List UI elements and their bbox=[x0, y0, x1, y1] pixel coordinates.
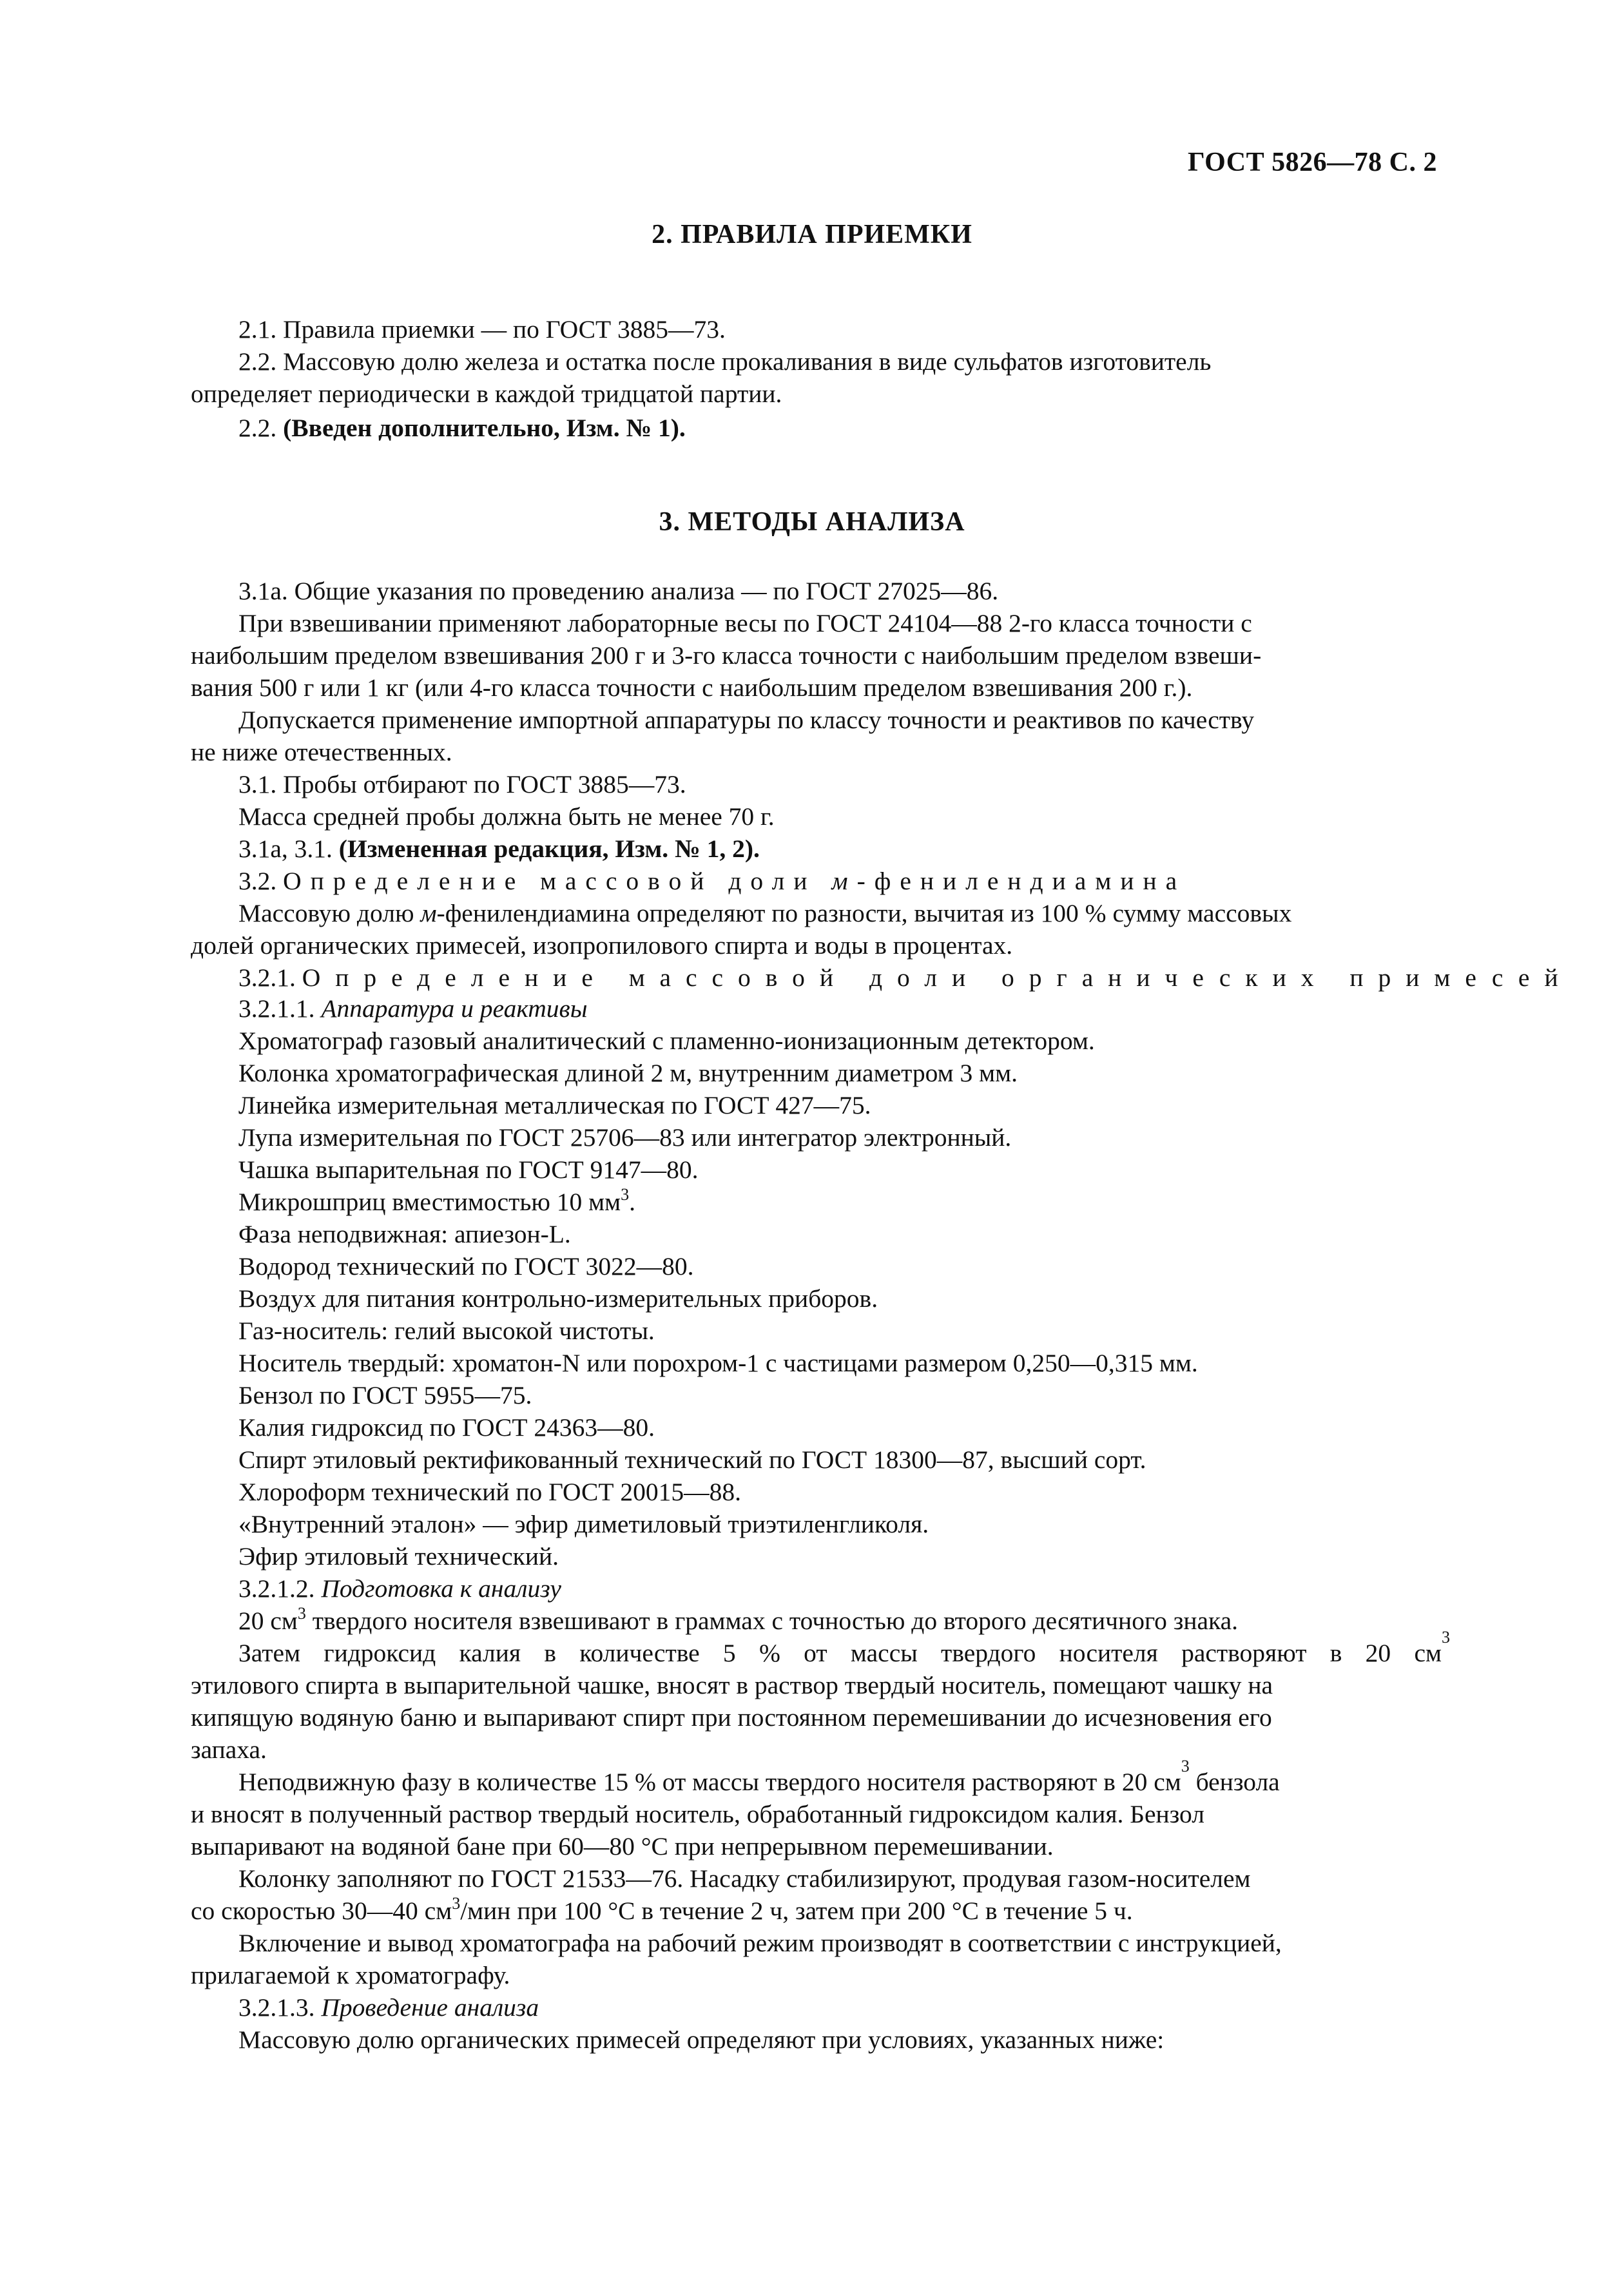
paragraph-line: не ниже отечественных. bbox=[191, 738, 452, 766]
list-item: Лупа измерительная по ГОСТ 25706—83 или интегратор электронный. bbox=[238, 1123, 1012, 1152]
paragraph-line: Допускается применение импортной аппаратуры по классу точности и реактивов по качеству bbox=[238, 706, 1255, 734]
text-run: Массовую долю bbox=[238, 899, 421, 927]
paragraph-line: долей органических примесей, изопропилового спирта и воды в процентах. bbox=[191, 931, 1013, 960]
paragraph-line: 2.2. Массовую долю железа и остатка после прокаливания в виде сульфатов изготовитель bbox=[238, 347, 1212, 376]
heading-text: -фенилендиамина bbox=[856, 867, 1186, 895]
text-run: Затем гидроксид калия в количестве 5 % от массы твердого носителя растворяют в 20 см bbox=[238, 1639, 1442, 1667]
list-item bbox=[238, 1186, 635, 1217]
clause-number: 3.2.1.2. bbox=[238, 1574, 322, 1603]
list-item: Спирт этиловый ректификованный технический по ГОСТ 18300—87, высший сорт. bbox=[238, 1445, 1146, 1474]
heading-text: Проведение анализа bbox=[321, 1993, 539, 2022]
text-run: /мин при 100 °С в течение 2 ч, затем при 200 °С в течение 5 ч. bbox=[460, 1897, 1133, 1925]
list-item: Водород технический по ГОСТ 3022—80. bbox=[238, 1252, 694, 1280]
text-run: -фенилендиамина определяют по разности, вычитая из 100 % сумму массовых bbox=[436, 899, 1292, 927]
heading-text: Определение массовой доли органических примесей bbox=[302, 963, 1573, 992]
text-run: . bbox=[629, 1188, 635, 1216]
paragraph-line: 2.1. Правила приемки — по ГОСТ 3885—73. bbox=[238, 315, 726, 343]
list-item: Эфир этиловый технический. bbox=[238, 1542, 559, 1570]
clause-number: 3.2. bbox=[238, 867, 284, 895]
text-run: 20 см bbox=[238, 1607, 298, 1635]
paragraph-line: этилового спирта в выпарительной чашке, вносят в раствор твердый носитель, помещают чашку на bbox=[191, 1671, 1273, 1699]
superscript: 3 bbox=[297, 1604, 306, 1623]
paragraph-line: вания 500 г или 1 кг (или 4-го класса точности с наибольшим пределом взвешивания 200 г.). bbox=[191, 673, 1193, 702]
heading-text: Определение массовой доли bbox=[283, 867, 832, 895]
list-item: Линейка измерительная металлическая по ГОСТ 427—75. bbox=[238, 1091, 871, 1119]
clause-number: 3.1а, 3.1. bbox=[238, 835, 339, 863]
list-item: «Внутренний эталон» — эфир диметиловый триэтиленгликоля. bbox=[238, 1510, 929, 1538]
list-item: Хроматограф газовый аналитический с пламенно-ионизационным детектором. bbox=[238, 1027, 1095, 1055]
list-item: Газ-носитель: гелий высокой чистоты. bbox=[238, 1317, 655, 1345]
amendment-note bbox=[238, 412, 686, 443]
subsection-heading bbox=[238, 962, 1573, 993]
superscript: 3 bbox=[1181, 1757, 1190, 1775]
paragraph-line bbox=[238, 1628, 1450, 1668]
paragraph-line: кипящую водяную баню и выпаривают спирт при постоянном перемешивании до исчезновения его bbox=[191, 1703, 1272, 1732]
paragraph-line bbox=[191, 1895, 1133, 1926]
paragraph-line: 3.1. Пробы отбирают по ГОСТ 3885—73. bbox=[238, 770, 686, 798]
paragraph-line: наибольшим пределом взвешивания 200 г и 3-го класса точности с наибольшим пределом взвеши- bbox=[191, 641, 1262, 670]
list-item: Хлороформ технический по ГОСТ 20015—88. bbox=[238, 1478, 742, 1506]
paragraph-line: запаха. bbox=[191, 1735, 267, 1764]
paragraph-line: Масса средней пробы должна быть не менее 70 г. bbox=[238, 802, 775, 831]
list-item: Носитель твердый: хроматон-N или порохром-1 с частицами размером 0,250—0,315 мм. bbox=[238, 1349, 1198, 1377]
text-run: Микрошприц вместимостью 10 мм bbox=[238, 1188, 621, 1216]
list-item: Колонка хроматографическая длиной 2 м, внутренним диаметром 3 мм. bbox=[238, 1059, 1018, 1087]
text-run: м bbox=[420, 899, 437, 927]
list-item: Бензол по ГОСТ 5955—75. bbox=[238, 1381, 532, 1409]
paragraph-line: Колонку заполняют по ГОСТ 21533—76. Насадку стабилизируют, продувая газом-носителем bbox=[238, 1864, 1251, 1893]
page-header: ГОСТ 5826—78 С. 2 bbox=[1187, 148, 1437, 177]
amendment-text: (Введен дополнительно, Изм. № 1). bbox=[283, 414, 686, 442]
text-run: Неподвижную фазу в количестве 15 % от массы твердого носителя растворяют в 20 см bbox=[238, 1768, 1181, 1796]
list-item: Фаза неподвижная: апиезон-L. bbox=[238, 1220, 571, 1248]
section-title-acceptance: 2. ПРАВИЛА ПРИЕМКИ bbox=[652, 220, 972, 249]
paragraph-line: выпаривают на водяной бане при 60—80 °С при непрерывном перемешивании. bbox=[191, 1832, 1054, 1860]
paragraph-line bbox=[238, 1605, 1238, 1636]
subsection-heading bbox=[238, 993, 587, 1024]
paragraph-line: прилагаемой к хроматографу. bbox=[191, 1961, 510, 1989]
section-title-methods: 3. МЕТОДЫ АНАЛИЗА bbox=[659, 507, 965, 537]
heading-text: м bbox=[831, 867, 857, 895]
amendment-note bbox=[238, 833, 760, 864]
paragraph-line bbox=[238, 898, 1291, 929]
subsection-heading bbox=[238, 865, 1186, 896]
paragraph-line: Включение и вывод хроматографа на рабочий режим производят в соответствии с инструкцией, bbox=[238, 1929, 1282, 1957]
superscript: 3 bbox=[452, 1894, 461, 1913]
paragraph-line: и вносят в полученный раствор твердый носитель, обработанный гидроксидом калия. Бензол bbox=[191, 1800, 1204, 1828]
superscript: 3 bbox=[1442, 1628, 1450, 1647]
heading-text: Аппаратура и реактивы bbox=[321, 994, 588, 1023]
text-run: со скоростью 30—40 см bbox=[191, 1897, 452, 1925]
clause-number: 3.2.1.1. bbox=[238, 994, 322, 1023]
subsection-heading bbox=[238, 1992, 539, 2023]
paragraph-line: Массовую долю органических примесей определяют при условиях, указанных ниже: bbox=[238, 2025, 1165, 2054]
paragraph-line bbox=[238, 1757, 1450, 1797]
heading-text: Подготовка к анализу bbox=[321, 1574, 561, 1603]
clause-number: 3.2.1.3. bbox=[238, 1993, 322, 2022]
paragraph-line: определяет периодически в каждой тридцатой партии. bbox=[191, 380, 782, 408]
paragraph-line: 3.1а. Общие указания по проведению анализа — по ГОСТ 27025—86. bbox=[238, 577, 999, 605]
text-run: твердого носителя взвешивают в граммах с точностью до второго десятичного знака. bbox=[305, 1607, 1239, 1635]
superscript: 3 bbox=[621, 1185, 630, 1204]
clause-number: 2.2. bbox=[238, 414, 284, 442]
amendment-text: (Измененная редакция, Изм. № 1, 2). bbox=[338, 835, 760, 863]
list-item: Чашка выпарительная по ГОСТ 9147—80. bbox=[238, 1155, 699, 1184]
list-item: Калия гидроксид по ГОСТ 24363—80. bbox=[238, 1413, 655, 1442]
clause-number: 3.2.1. bbox=[238, 963, 302, 992]
list-item: Воздух для питания контрольно-измерительных приборов. bbox=[238, 1284, 878, 1313]
paragraph-line: При взвешивании применяют лабораторные весы по ГОСТ 24104—88 2-го класса точности с bbox=[238, 609, 1252, 637]
text-run: бензола bbox=[1189, 1768, 1280, 1796]
subsection-heading bbox=[238, 1573, 561, 1604]
